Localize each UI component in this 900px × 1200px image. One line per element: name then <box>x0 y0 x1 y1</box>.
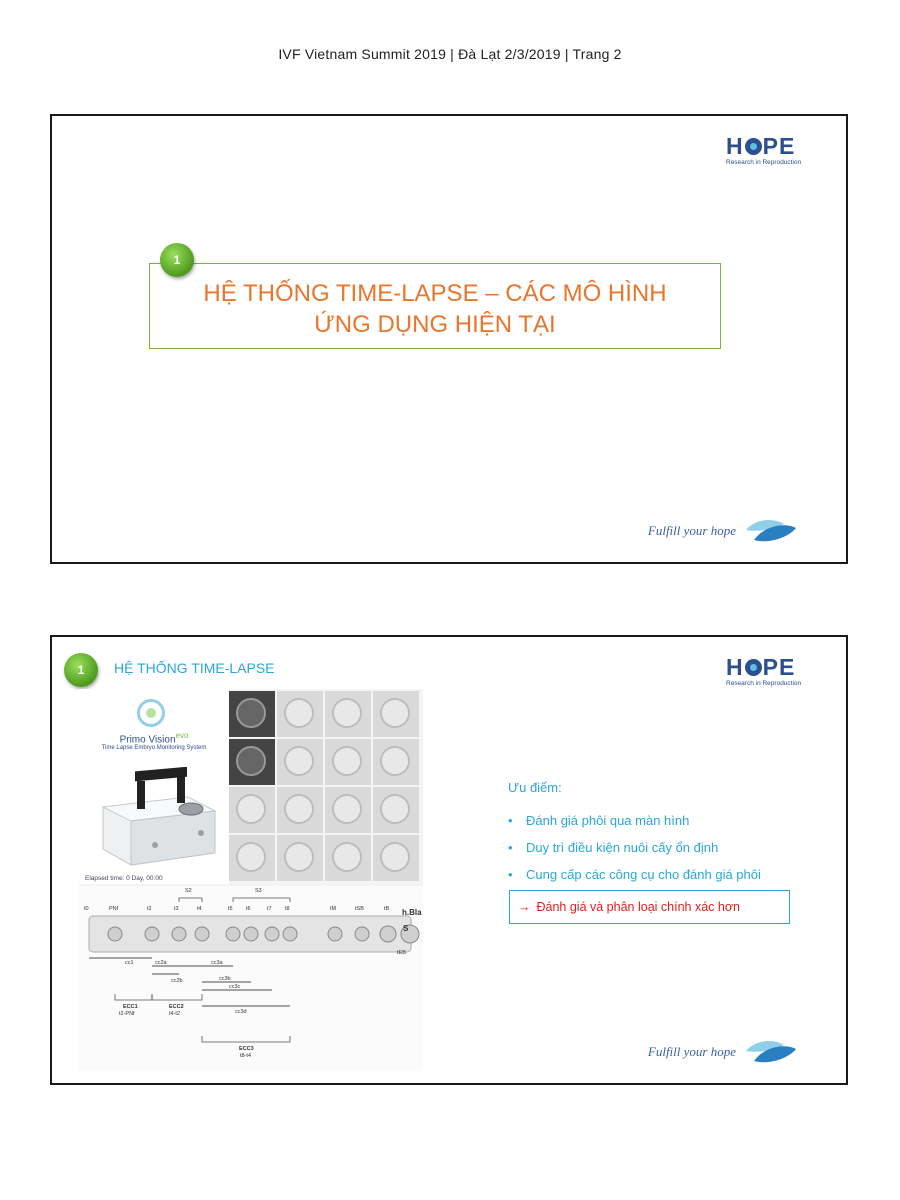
leaf-logo-icon <box>744 516 798 546</box>
section-number-badge: 1 <box>64 653 98 687</box>
embryo-frame <box>277 739 323 785</box>
primo-vision-logo-icon <box>137 699 165 727</box>
embryo-frame <box>373 739 419 785</box>
time-lapse-figure <box>79 689 423 1071</box>
arrow-right-icon: → <box>518 900 531 914</box>
hope-logo-subtitle: Research in Reproduction <box>726 159 802 166</box>
slide-2 <box>50 635 848 1085</box>
embryo-frame <box>373 787 419 833</box>
conclusion-box <box>509 890 790 924</box>
embryo-frame <box>277 835 323 881</box>
section-number-badge: 1 <box>160 243 194 277</box>
embryo-frame <box>325 835 371 881</box>
embryo-image-grid <box>229 691 421 884</box>
footer-tagline: Fulfill your hope <box>648 1037 798 1067</box>
embryo-frame <box>229 691 275 737</box>
device-panel <box>79 689 229 884</box>
advantages-list <box>508 807 761 888</box>
embryo-frame <box>325 787 371 833</box>
embryo-frame <box>277 691 323 737</box>
footer-tagline: Fulfill your hope <box>648 516 798 546</box>
embryo-frame <box>229 835 275 881</box>
device-subtitle: Time Lapse Embryo Monitoring System <box>101 745 207 751</box>
hope-logo: H PE Research in Reproduction <box>726 133 802 166</box>
page-header: IVF Vietnam Summit 2019 | Đà Lạt 2/3/2019 | Trang 2 <box>278 46 622 62</box>
device-name: Primo Vision$^{evo}$ <box>119 731 189 746</box>
conclusion-text: Đánh giá và phân loại chính xác hơn <box>536 900 740 914</box>
hope-o-icon <box>745 138 762 155</box>
advantages-title: Ưu điểm: <box>508 780 562 795</box>
embryo-frame <box>277 787 323 833</box>
elapsed-time: Elapsed time: 0 Day, 00:00 <box>85 875 163 882</box>
list-item: • Cung cấp các công cụ cho đánh giá phôi <box>508 861 761 888</box>
embryo-frame <box>325 691 371 737</box>
embryo-frame <box>229 739 275 785</box>
list-item: • Duy trì điều kiện nuôi cấy ổn định <box>508 834 761 861</box>
hope-logo-subtitle: Research in Reproduction <box>726 680 802 687</box>
section-title-box <box>149 263 721 349</box>
slide-title: HỆ THỐNG TIME-LAPSE <box>114 660 275 676</box>
embryo-frame <box>373 691 419 737</box>
section-title: HỆ THỐNG TIME-LAPSE – CÁC MÔ HÌNH ỨNG DỤNG HIỆN TẠI <box>203 280 667 338</box>
leaf-logo-icon <box>744 1037 798 1067</box>
embryo-frame <box>325 739 371 785</box>
list-item: • Đánh giá phôi qua màn hình <box>508 807 761 834</box>
embryo-frame <box>373 835 419 881</box>
embryo-timeline-diagram: t0 PNf t2 t3 t4 t5 t6 t7 t8 tM tSB tB tEB S2 S3 h.Bla S cc1 cc2a cc2b cc3a cc3b cc3c cc3d ECC1 t2-PNf ECC2 t4-t2 ECC3 t8-t4 <box>79 886 423 1071</box>
embryo-frame <box>229 787 275 833</box>
hope-o-icon <box>745 659 762 676</box>
timeline-svg <box>79 886 423 1071</box>
slide-1 <box>50 114 848 564</box>
incubator-device-image <box>93 767 223 867</box>
hope-logo: H PE Research in Reproduction <box>726 654 802 687</box>
